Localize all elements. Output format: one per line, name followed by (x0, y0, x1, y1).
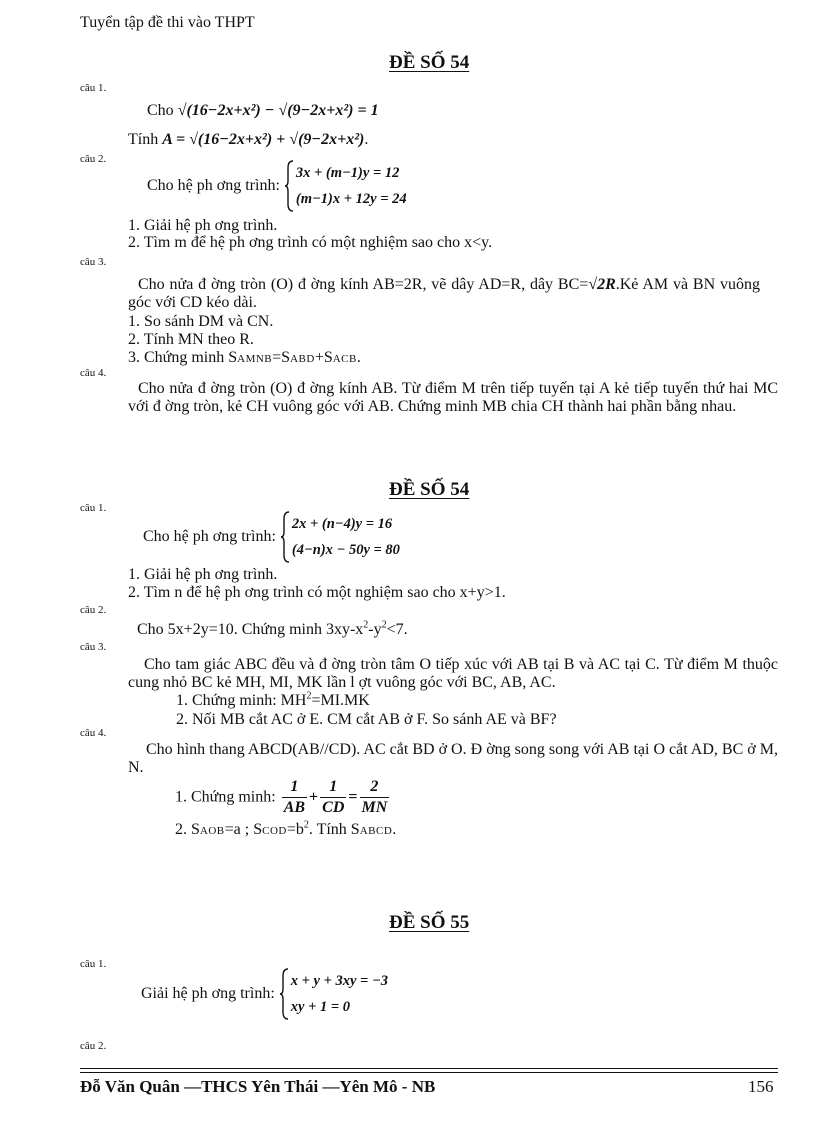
prefix: Cho hệ ph ơng trình: (143, 528, 276, 545)
fraction (282, 777, 307, 818)
fraction (360, 777, 390, 818)
question-label: câu 2. (80, 153, 107, 165)
text: .Kẻ AM và BN vuông góc với CD kéo dài. (128, 276, 760, 311)
equation-line: (m−1)x + 12y = 24 (295, 191, 407, 207)
sub-question: 2. Tìm m để hệ ph ơng trình có một nghiệm sao cho x<y. (128, 234, 493, 251)
exam-title: ĐỀ SỐ 55 (389, 912, 470, 933)
question-3-text: Cho tam giác ABC đều và đ ờng tròn tâm O tiếp xúc với AB tại B và AC tại C. Từ điểm M thuộc cung nhỏ BC kẻ MH, MI, MK lần l ợt vuông góc với BC, AB, AC. (128, 656, 778, 691)
prefix: Giải hệ ph ơng trình: (141, 985, 275, 1002)
system-statement (141, 968, 388, 1020)
equation-system (279, 968, 388, 1020)
subscript: COD (262, 825, 287, 837)
sub-question: 2. Nối MB cắt AC ở E. CM cắt AB ở F. So sánh AE và BF? (176, 711, 557, 728)
equation-line: 2x + (n−4)y = 16 (291, 516, 393, 532)
question-4-text: Cho nửa đ ờng tròn (O) đ ờng kính AB. Từ điểm M trên tiếp tuyến tại A kẻ tiếp tuyến thứ hai MC với đ ờng tròn, kẻ CH vuông góc với AB. Chứng minh MB chia CH thành hai phần bằng nhau. (128, 380, 778, 415)
superscript: 2 (303, 819, 309, 831)
subscript: ABD (290, 353, 315, 365)
text: =S (272, 349, 291, 366)
equation-system (280, 511, 400, 563)
numerator: 2 (360, 777, 390, 798)
question-label: câu 4. (80, 727, 107, 739)
superscript: 2 (363, 619, 369, 631)
superscript: 2 (306, 690, 312, 702)
running-title: Tuyển tập đề thi vào THPT (80, 14, 255, 31)
equation-system (284, 160, 407, 212)
question-1-task (128, 131, 368, 149)
period: . (364, 131, 369, 148)
text: 1. Chứng minh: MH (176, 692, 307, 709)
prefix: Cho (147, 102, 174, 119)
text: =b (286, 821, 304, 838)
text: Cho 5x+2y=10. Chứng minh 3xy-x (137, 621, 364, 638)
question-label: câu 3. (80, 641, 107, 653)
text: Cho nửa đ ờng tròn (O) đ ờng kính AB=2R, vẽ dây AD=R, dây BC= (138, 276, 589, 293)
equation-line: x + y + 3xy = −3 (290, 973, 388, 989)
question-1-given (147, 102, 379, 120)
question-label: câu 1. (80, 502, 107, 514)
prefix: Cho hệ ph ơng trình: (147, 177, 280, 194)
question-label: câu 2. (80, 604, 107, 616)
superscript: 2 (381, 619, 387, 631)
text: 3. Chứng minh S (128, 349, 238, 366)
text: . (392, 821, 397, 838)
footer-rule-bottom (80, 1072, 778, 1073)
brace-icon (280, 511, 290, 563)
text: =MI.MK (311, 692, 370, 709)
prefix: Tính (128, 131, 159, 148)
denominator: CD (322, 799, 345, 816)
numerator: 1 (320, 777, 346, 798)
operator: = (348, 788, 358, 806)
sub-question: 1. Giải hệ ph ơng trình. (128, 566, 278, 583)
numerator: 1 (282, 777, 307, 798)
subscript: ABCD (359, 825, 393, 837)
question-2-text (137, 621, 408, 639)
question-3-text (128, 276, 760, 312)
exam-title: ĐỀ SỐ 54 (389, 479, 470, 500)
denominator: AB (283, 799, 306, 816)
math-sqrt2r: √2R (588, 276, 616, 293)
equation-line: (4−n)x − 50y = 80 (291, 542, 400, 558)
system-statement (147, 160, 407, 212)
text: 1. Chứng minh: (175, 788, 276, 806)
text: =a ; S (224, 821, 263, 838)
question-label: câu 1. (80, 958, 107, 970)
sub-question (176, 692, 370, 710)
brace-icon (279, 968, 289, 1020)
page-number: 156 (748, 1077, 774, 1096)
radical-equation: √(16−2x+x²) − √(9−2x+x²) = 1 (177, 102, 379, 119)
denominator: MN (361, 799, 388, 816)
subscript: AMNB (237, 353, 273, 365)
text: . (356, 349, 361, 366)
expression-a: A = √(16−2x+x²) + √(9−2x+x²) (162, 131, 365, 148)
equation-line: xy + 1 = 0 (290, 999, 350, 1015)
operator: + (309, 788, 319, 806)
sub-question (175, 821, 396, 840)
question-4-text: Cho hình thang ABCD(AB//CD). AC cắt BD ở O. Đ ờng song song với AB tại O cắt AD, BC ở M, N. (128, 741, 778, 776)
text: <7. (386, 621, 408, 638)
question-label: câu 3. (80, 256, 107, 268)
sub-question: 2. Tìm n để hệ ph ơng trình có một nghiệm sao cho x+y>1. (128, 584, 506, 601)
footer-author: Đỗ Văn Quân —THCS Yên Thái —Yên Mô - NB (80, 1077, 436, 1096)
sub-question: 1. So sánh DM và CN. (128, 313, 274, 330)
question-label: câu 4. (80, 367, 107, 379)
question-label: câu 1. (80, 82, 107, 94)
text: 2. S (175, 821, 200, 838)
question-label: câu 2. (80, 1040, 107, 1052)
fraction (320, 777, 346, 818)
brace-icon (284, 160, 294, 212)
sub-question (128, 349, 361, 368)
text: -y (368, 621, 382, 638)
exam-title: ĐỀ SỐ 54 (389, 52, 470, 73)
subscript: AOB (199, 825, 225, 837)
text: +S (314, 349, 333, 366)
sub-question: 2. Tính MN theo R. (128, 331, 254, 348)
footer-rule-top (80, 1068, 778, 1069)
text: . Tính S (308, 821, 360, 838)
subscript: ACB (332, 353, 357, 365)
system-statement (143, 511, 400, 563)
equation-line: 3x + (m−1)y = 12 (295, 165, 400, 181)
sub-question (175, 777, 391, 818)
sub-question: 1. Giải hệ ph ơng trình. (128, 217, 278, 234)
